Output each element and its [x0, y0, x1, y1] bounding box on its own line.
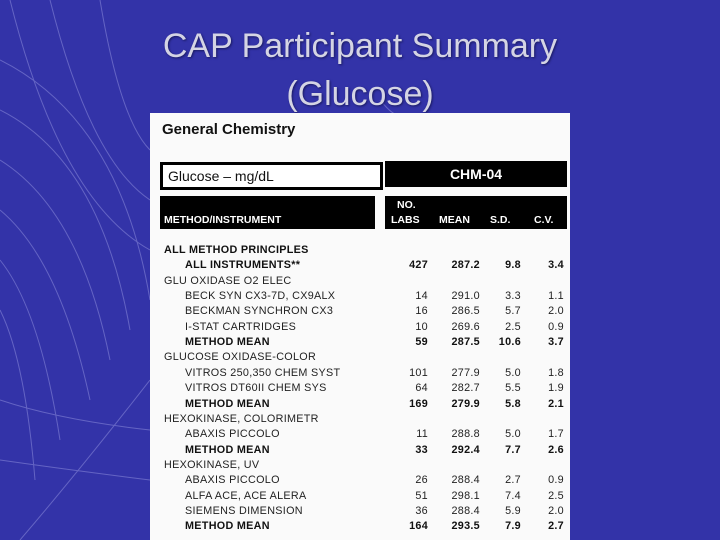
- cv-cell: 1.8: [548, 366, 564, 379]
- cv-cell: 3.4: [548, 259, 564, 272]
- method-category-row: [150, 350, 570, 365]
- slide-title-line-1: CAP Participant Summary: [162, 27, 558, 65]
- row-label: HEXOKINASE, UV: [164, 458, 260, 471]
- table-row: [150, 427, 570, 442]
- sd-cell: 5.7: [505, 305, 521, 318]
- cv-cell: 2.1: [548, 397, 564, 410]
- cv-cell: 1.7: [548, 428, 564, 441]
- header-mean: MEAN: [439, 214, 470, 226]
- labs-cell: 14: [415, 290, 428, 303]
- table-row: [150, 397, 570, 412]
- sd-cell: 5.0: [505, 428, 521, 441]
- method-category-row: [150, 243, 570, 258]
- mean-cell: 288.8: [451, 428, 480, 441]
- cv-cell: 2.7: [548, 520, 564, 533]
- cv-cell: 0.9: [548, 474, 564, 487]
- row-label: GLU OXIDASE O2 ELEC: [164, 274, 292, 287]
- cv-cell: 2.0: [548, 504, 564, 517]
- labs-cell: 11: [416, 428, 428, 441]
- sd-cell: 5.5: [505, 382, 521, 395]
- row-label: GLUCOSE OXIDASE-COLOR: [164, 351, 317, 364]
- header-sd: S.D.: [490, 214, 511, 226]
- mean-cell: 287.2: [451, 259, 480, 272]
- row-label: ALFA ACE, ACE ALERA: [185, 489, 307, 502]
- section-heading: General Chemistry: [162, 121, 296, 138]
- mean-cell: 269.6: [451, 320, 480, 333]
- cv-cell: 2.6: [548, 443, 564, 456]
- table-row: [150, 320, 570, 335]
- sd-cell: 2.7: [505, 474, 521, 487]
- row-label: VITROS DT60II CHEM SYS: [185, 382, 327, 395]
- sd-cell: 3.3: [505, 290, 521, 303]
- row-label: BECKMAN SYNCHRON CX3: [185, 305, 334, 318]
- participant-summary-report: [150, 113, 570, 540]
- row-label: ALL METHOD PRINCIPLES: [164, 244, 309, 256]
- sd-cell: 7.4: [505, 489, 521, 502]
- mean-cell: 291.0: [451, 290, 480, 303]
- labs-cell: 427: [409, 259, 428, 272]
- table-row: [150, 258, 570, 273]
- sd-cell: 5.8: [505, 397, 521, 410]
- sd-cell: 2.5: [505, 320, 521, 333]
- labs-cell: 10: [415, 320, 428, 333]
- table-row: [150, 335, 570, 350]
- cv-cell: 2.5: [548, 489, 564, 502]
- header-cv: C.V.: [534, 214, 554, 226]
- header-labs: LABS: [391, 214, 420, 226]
- mean-cell: 287.5: [451, 336, 480, 349]
- cv-cell: 1.1: [548, 290, 564, 303]
- row-label: METHOD MEAN: [185, 397, 270, 410]
- table-row: [150, 443, 570, 458]
- table-row: [150, 519, 570, 534]
- sd-cell: 5.9: [505, 504, 521, 517]
- table-row: [150, 289, 570, 304]
- labs-cell: 36: [415, 504, 428, 517]
- row-label: METHOD MEAN: [185, 520, 270, 533]
- cv-cell: 0.9: [548, 320, 564, 333]
- row-label: ABAXIS PICCOLO: [185, 474, 280, 487]
- labs-cell: 26: [415, 474, 428, 487]
- sd-cell: 5.0: [505, 366, 521, 379]
- mean-cell: 286.5: [451, 305, 480, 318]
- row-label: SIEMENS DIMENSION: [185, 504, 303, 517]
- row-label: I-STAT CARTRIDGES: [185, 320, 297, 333]
- table-row: [150, 473, 570, 488]
- labs-cell: 169: [409, 397, 428, 410]
- cv-cell: 3.7: [548, 336, 564, 349]
- method-category-row: [150, 458, 570, 473]
- header-no: NO.: [397, 199, 416, 211]
- code-box: CHM-04: [385, 161, 567, 187]
- method-header: [160, 196, 375, 229]
- table-row: [150, 489, 570, 504]
- method-category-row: [150, 274, 570, 289]
- table-row: [150, 381, 570, 396]
- table-row: [150, 366, 570, 381]
- slide-title-line-2: (Glucose): [286, 75, 434, 113]
- row-label: ALL INSTRUMENTS**: [185, 259, 301, 272]
- row-label: METHOD MEAN: [185, 443, 270, 456]
- table-row: [150, 504, 570, 519]
- stats-header: [385, 196, 567, 229]
- mean-cell: 279.9: [451, 397, 480, 410]
- sd-cell: 10.6: [498, 336, 521, 349]
- table-row: [150, 304, 570, 319]
- mean-cell: 282.7: [451, 382, 480, 395]
- analyte-box: Glucose – mg/dL: [160, 162, 383, 190]
- mean-cell: 277.9: [451, 366, 480, 379]
- mean-cell: 292.4: [451, 443, 480, 456]
- row-label: METHOD MEAN: [185, 336, 270, 349]
- mean-cell: 288.4: [451, 474, 480, 487]
- cv-cell: 2.0: [548, 305, 564, 318]
- mean-cell: 298.1: [451, 489, 480, 502]
- sd-cell: 7.7: [505, 443, 521, 456]
- mean-cell: 293.5: [451, 520, 480, 533]
- labs-cell: 16: [415, 305, 428, 318]
- row-label: ABAXIS PICCOLO: [185, 428, 280, 441]
- labs-cell: 59: [415, 336, 428, 349]
- cv-cell: 1.9: [548, 382, 564, 395]
- row-label: BECK SYN CX3-7D, CX9ALX: [185, 290, 336, 303]
- labs-cell: 33: [415, 443, 428, 456]
- sd-cell: 9.8: [505, 259, 521, 272]
- labs-cell: 64: [415, 382, 428, 395]
- row-label: HEXOKINASE, COLORIMETR: [164, 412, 319, 425]
- method-header-label: METHOD/INSTRUMENT: [164, 214, 282, 226]
- method-category-row: [150, 412, 570, 427]
- sd-cell: 7.9: [505, 520, 521, 533]
- labs-cell: 51: [415, 489, 428, 502]
- mean-cell: 288.4: [451, 504, 480, 517]
- labs-cell: 164: [409, 520, 428, 533]
- row-label: VITROS 250,350 CHEM SYST: [185, 366, 341, 379]
- labs-cell: 101: [409, 366, 428, 379]
